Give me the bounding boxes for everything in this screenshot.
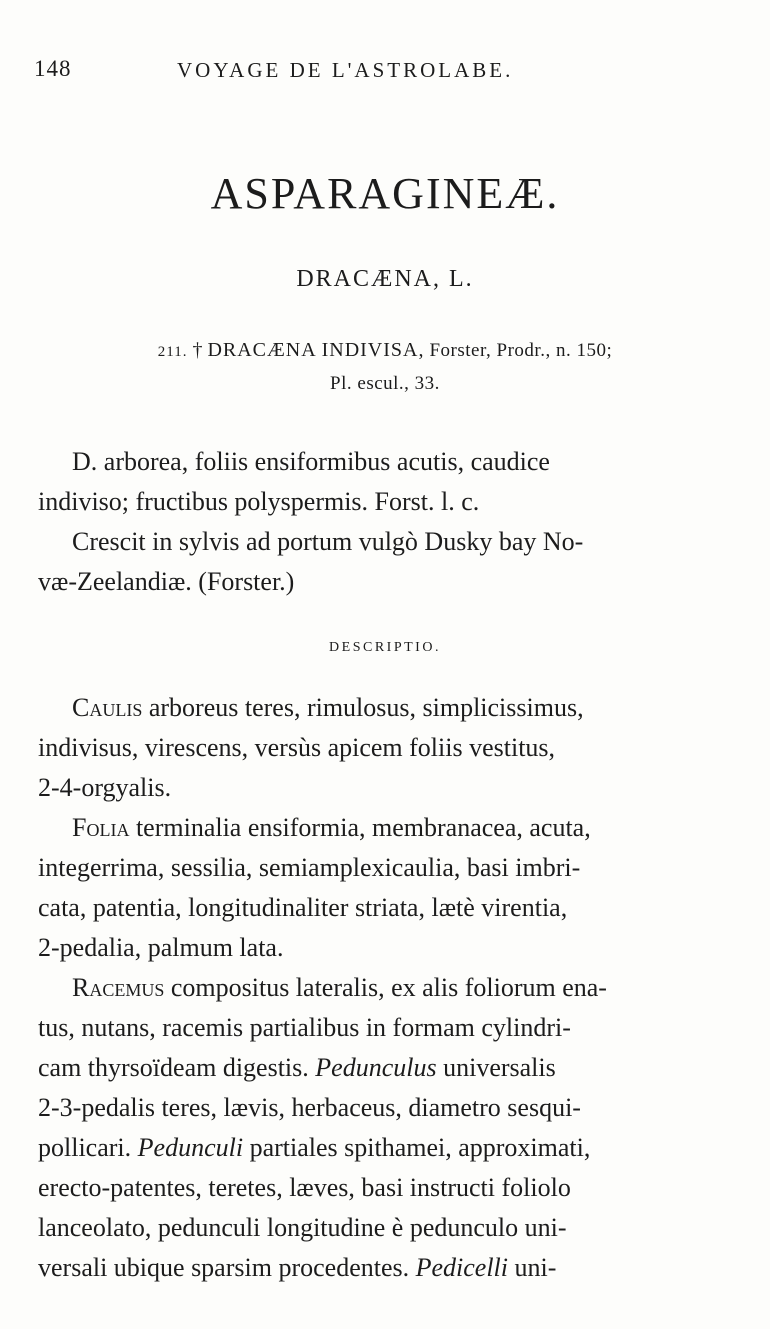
running-title: VOYAGE DE L'ASTROLABE. [177, 58, 514, 82]
caulis-line: arboreus teres, rimulosus, simplicissimus, [142, 693, 584, 722]
species-entry [20, 334, 750, 400]
dagger-marker: † [192, 339, 203, 361]
habitat-paragraph [38, 522, 710, 602]
species-number: 211. [157, 344, 188, 360]
folia-label: Folia [72, 813, 130, 842]
racemus-line: erecto-patentes, teretes, læves, basi instructi foliolo [38, 1173, 571, 1202]
racemus-line: compositus lateralis, ex alis foliorum ena- [164, 973, 607, 1002]
folia-paragraph [38, 808, 710, 968]
species-reference: Forster, Prodr., n. 150; [429, 340, 613, 361]
caulis-label: Caulis [72, 693, 143, 722]
pedunculi-term: Pedunculi [137, 1133, 244, 1162]
caulis-line: indivisus, virescens, versùs apicem foliis vestitus, [38, 733, 556, 762]
description-block [38, 688, 710, 1288]
racemus-paragraph [38, 968, 710, 1288]
species-name: DRACÆNA INDIVISA, [207, 339, 425, 361]
habitat-line: væ-Zeelandiæ. (Forster.) [38, 567, 295, 596]
diagnosis-line: D. arborea, foliis ensiformibus acutis, caudice [72, 447, 550, 476]
racemus-line: uni- [508, 1253, 557, 1282]
diagnosis-block [38, 442, 710, 602]
racemus-line: partiales spithamei, approximati, [243, 1133, 591, 1162]
species-reference-continued: Pl. escul., 33. [330, 373, 440, 394]
racemus-line: versali ubique sparsim procedentes. [38, 1253, 416, 1282]
description-heading: DESCRIPTIO. [329, 640, 441, 655]
pedicelli-term: Pedicelli [415, 1253, 509, 1282]
folia-line: 2-pedalia, palmum lata. [38, 933, 284, 962]
family-title: ASPARAGINEÆ. [210, 169, 560, 218]
racemus-line: pollicari. [38, 1133, 138, 1162]
racemus-label: Racemus [72, 973, 165, 1002]
diagnosis-paragraph [38, 442, 710, 522]
habitat-line: Crescit in sylvis ad portum vulgò Dusky bay No- [72, 527, 584, 556]
racemus-line: tus, nutans, racemis partialibus in formam cylindri- [38, 1013, 571, 1042]
racemus-line: lanceolato, pedunculi longitudine è pedunculo uni- [38, 1213, 567, 1242]
racemus-line: 2-3-pedalis teres, lævis, herbaceus, diametro sesqui- [38, 1093, 581, 1122]
racemus-line: universalis [436, 1053, 556, 1082]
caulis-line: 2-4-orgyalis. [38, 773, 172, 802]
caulis-paragraph [38, 688, 710, 808]
racemus-line: cam thyrsoïdeam digestis. [38, 1053, 316, 1082]
folia-line: cata, patentia, longitudinaliter striata, lætè virentia, [38, 893, 568, 922]
folia-line: integerrima, sessilia, semiamplexicaulia, basi imbri- [38, 853, 581, 882]
pedunculus-term: Pedunculus [315, 1053, 437, 1082]
page-header [34, 56, 734, 92]
folia-line: terminalia ensiformia, membranacea, acuta, [129, 813, 591, 842]
genus-title: DRACÆNA, L. [296, 266, 474, 292]
diagnosis-line: indiviso; fructibus polyspermis. Forst. l. c. [38, 487, 480, 516]
page-number: 148 [34, 56, 72, 81]
